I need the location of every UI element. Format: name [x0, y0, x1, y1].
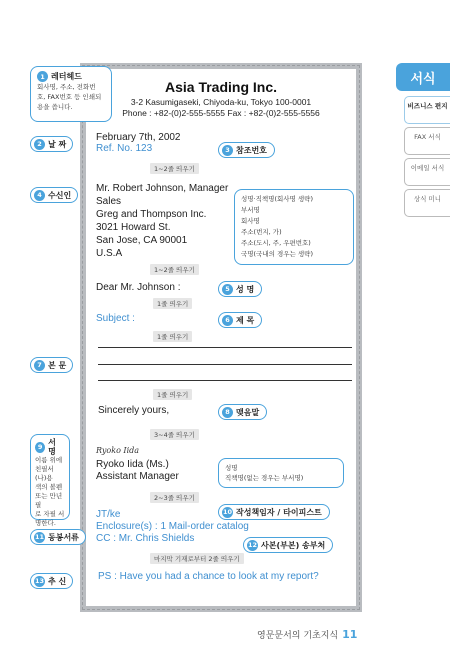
recipient-block: [96, 182, 228, 260]
company-address: 3-2 Kasumigaseki, Chiyoda-ku, Tokyo 100-0001: [130, 97, 312, 107]
recipient-note-line: 주소(번지, 가): [241, 228, 282, 236]
spacer-2: 1~2줄 띄우기: [150, 264, 199, 275]
ref-tag: [218, 142, 275, 158]
recipient-label: [30, 187, 78, 203]
tab-mini[interactable]: 상식 미니: [404, 189, 450, 217]
letterhead-title: 레터헤드: [51, 71, 82, 81]
subject-line: Subject :: [96, 313, 135, 324]
signer-note: [218, 458, 344, 488]
cc-tag-text: 사본(부본) 송부처: [261, 540, 326, 550]
tab-email[interactable]: 이메일 서식: [404, 158, 450, 186]
spacer-1: 1~2줄 띄우기: [150, 163, 199, 174]
spacer-5: 1줄 띄우기: [153, 389, 192, 400]
signer-name: Ryoko Iida (Ms.): [96, 459, 169, 470]
date-number: 2: [34, 139, 45, 150]
closing: Sincerely yours,: [98, 405, 170, 416]
sign-desc: 또는 만년필: [35, 492, 63, 509]
page-number: 11: [342, 628, 358, 641]
salutation-tag-text: 성 명: [236, 284, 255, 294]
body-line: [98, 347, 352, 348]
page-footer: [257, 628, 357, 641]
tab-fax[interactable]: FAX 서식: [404, 127, 450, 155]
cc-tag: [243, 537, 333, 553]
recipient-note: [234, 189, 354, 265]
footer-title: 영문문서의 기초지식: [257, 631, 339, 641]
spacer-4: 1줄 띄우기: [153, 331, 192, 342]
initials-tag-text: 작성책임자 / 타이피스트: [236, 507, 322, 517]
salutation: Dear Mr. Johnson :: [96, 282, 181, 293]
recipient-note-line: 국명(국내의 경우는 생략): [241, 250, 313, 258]
ps-line: PS : Have you had a chance to look at my report?: [98, 571, 319, 582]
sign-desc: 이름 위에: [35, 456, 63, 464]
sign-label-text: 서 명: [48, 438, 56, 456]
body-line: [98, 364, 352, 365]
closing-tag: [218, 404, 267, 420]
body-number: 7: [34, 360, 45, 371]
sign-desc: 친필서(나)용: [35, 465, 54, 482]
handwritten-signature: Ryoko Iida: [96, 446, 140, 455]
salutation-number: 5: [222, 284, 233, 295]
recipient-note-line: 주소(도시, 주, 우편번호): [241, 239, 311, 247]
spacer-8: 마지막 기재로부터 2줄 띄우기: [150, 553, 244, 564]
cc-number: 12: [247, 541, 258, 549]
spacer-3: 1줄 띄우기: [153, 298, 192, 309]
closing-tag-text: 맺음말: [236, 407, 260, 417]
subject-tag-text: 제 목: [236, 315, 255, 325]
recipient-note-line: 회사명: [241, 217, 260, 225]
ps-label-text: 추 신: [48, 576, 67, 586]
letterhead-callout: [30, 66, 112, 122]
letterhead-desc: 용을 씁니다.: [37, 103, 73, 111]
body-label-text: 본 문: [48, 360, 67, 370]
enclosure: Enclosure(s) : 1 Mail-order catalog: [96, 521, 249, 532]
tab-business-letter[interactable]: 비즈니스 편지: [404, 96, 450, 124]
ref-number: 3: [222, 145, 233, 156]
recipient-number: 4: [34, 190, 45, 201]
enclosure-label: [30, 529, 86, 545]
recipient-note-line: 성명·직책명(회사명 생략): [241, 195, 313, 203]
date-label: [30, 136, 73, 152]
ps-number: 13: [34, 577, 45, 585]
enclosure-number: 11: [34, 533, 45, 541]
ref-tag-text: 참조번호: [236, 145, 267, 155]
signer-note-line: 성명: [225, 464, 238, 472]
letterhead-desc: 회사명, 주소, 전화번: [37, 83, 96, 91]
recipient-line: San Jose, CA 90001: [96, 235, 188, 246]
company-name: Asia Trading Inc.: [164, 79, 278, 95]
sign-desc: 명한다.: [35, 519, 56, 527]
cc-line: CC : Mr. Chris Shields: [96, 533, 195, 544]
recipient-line: Sales: [96, 196, 122, 207]
subject-number: 6: [222, 315, 233, 326]
ps-label: [30, 573, 73, 589]
letterhead-desc: 호, FAX번호 등 인쇄되: [37, 93, 102, 101]
enclosure-label-text: 동봉서류: [48, 532, 79, 542]
letter-date: February 7th, 2002: [96, 132, 181, 143]
sign-desc: 로 자필 서: [35, 510, 65, 518]
recipient-line: Mr. Robert Johnson, Manager: [96, 183, 229, 194]
initials-tag: [218, 504, 330, 520]
closing-number: 8: [222, 407, 233, 418]
signer-title: Assistant Manager: [96, 471, 179, 482]
recipient-line: Greg and Thompson Inc.: [96, 209, 207, 220]
sign-desc: 색의 볼펜: [35, 483, 63, 491]
date-label-text: 날 짜: [48, 139, 67, 149]
subject-tag: [218, 312, 262, 328]
recipient-note-line: 부서명: [241, 206, 260, 214]
signature-callout: [30, 434, 70, 527]
sidebar-main-tab[interactable]: 서식: [396, 63, 450, 91]
recipient-line: U.S.A: [96, 248, 123, 259]
salutation-tag: [218, 281, 262, 297]
body-line: [98, 380, 352, 381]
spacer-7: 2~3줄 띄우기: [150, 492, 199, 503]
letterhead-number: 1: [37, 71, 48, 82]
letter-ref: Ref. No. 123: [96, 143, 153, 154]
recipient-label-text: 수신인: [48, 190, 72, 200]
recipient-line: 3021 Howard St.: [96, 222, 171, 233]
spacer-6: 3~4줄 띄우기: [150, 429, 199, 440]
body-label: [30, 357, 73, 373]
company-contact: Phone : +82-(0)2-555-5555 Fax : +82-(0)2-555-5556: [122, 108, 320, 118]
sign-number: 9: [35, 442, 45, 453]
initials: JT/ke: [96, 509, 121, 520]
initials-number: 10: [222, 508, 233, 516]
signer-note-line: 직책명(없는 경우는 부서명): [225, 474, 304, 482]
